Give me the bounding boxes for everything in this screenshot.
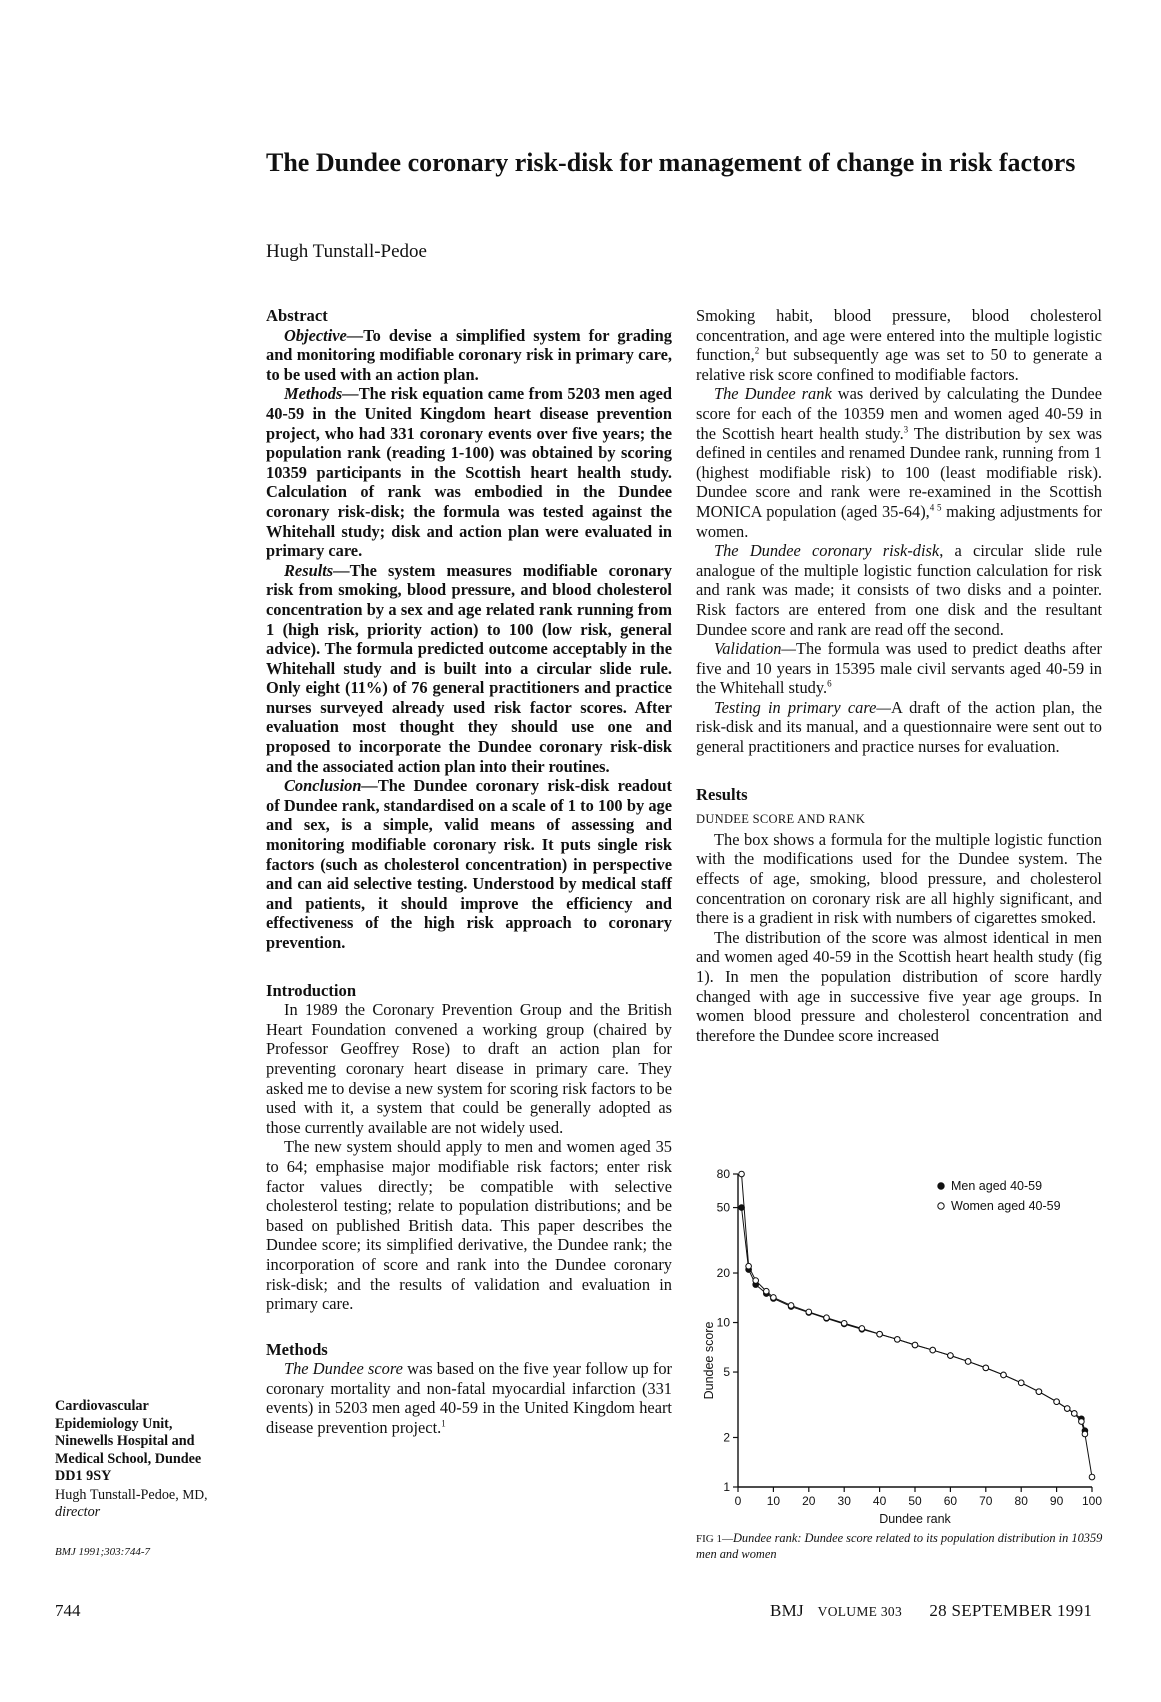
women-data-point	[948, 1353, 954, 1359]
sidebar-author-name: Hugh Tunstall-Pedoe,	[55, 1486, 179, 1503]
women-data-point	[859, 1326, 865, 1332]
women-data-point	[788, 1303, 794, 1309]
methods-paragraph-4	[696, 541, 1102, 639]
women-data-point	[877, 1331, 883, 1337]
women-data-point	[930, 1347, 936, 1353]
journal-footer	[770, 1601, 1092, 1621]
dundee-chart	[696, 1160, 1116, 1532]
y-tick-label: 2	[723, 1430, 730, 1445]
series-line-women	[742, 1174, 1092, 1477]
introduction-paragraph-1: In 1989 the Coronary Prevention Group and the British Heart Foundation convened a working group (chaired by Professor Geoffrey Rose) to draft an action plan for preventing coronary heart disease in primary care. They asked me to devise a new system for scoring risk factors to be used with it, a system that could be generally adopted as those currently available are not widely used.	[266, 1000, 673, 1137]
affiliation-line-1: Cardiovascular	[55, 1398, 149, 1414]
testing-term: Testing in primary care—	[714, 697, 891, 717]
abstract-results	[266, 561, 672, 777]
x-tick-label: 20	[802, 1494, 816, 1508]
women-data-point	[764, 1288, 770, 1294]
author-name: Hugh Tunstall-Pedoe	[266, 241, 427, 262]
issue-date: 28 SEPTEMBER 1991	[929, 1601, 1093, 1620]
objective-label: Objective—	[284, 325, 364, 345]
page-number: 744	[55, 1601, 81, 1620]
affiliation-line-5: DD1 9SY	[55, 1468, 112, 1484]
methods-paragraph-1	[266, 1359, 672, 1437]
methods-p5: The formula was used to predict deaths after five and 10 years in 15395 male civil servants aged 40-59 in the Whitehall study.	[696, 639, 1102, 698]
methods-label: Methods—	[284, 384, 359, 404]
women-data-point	[1082, 1431, 1088, 1437]
abstract-heading: Abstract	[266, 306, 328, 325]
x-axis-label: Dundee rank	[879, 1512, 951, 1526]
article-title: The Dundee coronary risk-disk for management of change in risk factors	[266, 148, 1076, 177]
author-role: director	[55, 1504, 101, 1520]
women-data-point	[746, 1263, 752, 1269]
x-tick-label: 90	[1049, 1494, 1064, 1508]
abstract-conclusion	[266, 776, 672, 952]
men-data-point	[739, 1205, 745, 1211]
results-paragraph-2: The distribution of the score was almost identical in men and women aged 40-59 in the Scottish heart health study (fig 1). In men the population distribution of score hardly changed with age in successive five year age groups. In women blood pressure and cholesterol concentration and therefore the Dundee score increased	[696, 927, 1102, 1045]
validation-term: Validation—	[714, 639, 796, 659]
x-tick-label: 10	[766, 1494, 781, 1508]
results-subheading: DUNDEE SCORE AND RANK	[696, 812, 866, 827]
affiliation-line-4: Medical School, Dundee	[55, 1450, 202, 1467]
x-tick-label: 100	[1081, 1494, 1103, 1508]
conclusion-label: Conclusion—	[284, 776, 378, 796]
methods-paragraph-5	[696, 639, 1102, 698]
methods-paragraph-2	[696, 306, 1102, 384]
figure-label: FIG 1—	[696, 1533, 733, 1545]
y-tick-label: 50	[716, 1200, 730, 1215]
x-tick-label: 60	[943, 1494, 958, 1508]
conclusion-text: The Dundee coronary risk-disk readout of Dundee rank, standardised on a scale of 1 to 100 by age and sex, is a simple, valid means of assessing and monitoring modifiable coronary risk. It puts single risk factors (such as cholesterol concentration) in perspective and can aid selective testing. Understood by medical staff and patients, it should improve the efficiency and effectiveness of the high risk approach to coronary prevention.	[266, 776, 672, 952]
y-axis-label: Dundee score	[702, 1321, 716, 1400]
figure-1	[696, 1160, 1116, 1532]
women-data-point	[983, 1365, 989, 1371]
ref-6: 6	[827, 678, 832, 689]
introduction-heading: Introduction	[266, 980, 357, 1000]
methods-p1-text: was based on the five year follow up for coronary mortality and non-fatal myocardial infarction (331 events) in 5203 men aged 40-59 in the United Kingdom heart disease prevention project.	[266, 1359, 672, 1438]
results-heading: Results	[696, 784, 748, 804]
figure-caption-text: Dundee rank: Dundee score related to its population distribution in 10359 men and women	[696, 1531, 1103, 1561]
x-tick-label: 80	[1014, 1494, 1028, 1508]
y-tick-label: 10	[716, 1315, 730, 1330]
legend-label-men: Men aged 40-59	[951, 1179, 1043, 1193]
legend-marker-men	[938, 1183, 944, 1189]
y-tick-label: 5	[723, 1365, 730, 1380]
women-data-point	[1072, 1411, 1078, 1417]
women-data-point	[1089, 1474, 1095, 1480]
y-tick-label: 1	[723, 1480, 730, 1494]
affiliation-sidebar	[55, 1398, 255, 1561]
dundee-score-term: The Dundee score	[284, 1359, 403, 1379]
legend-marker-women	[938, 1203, 944, 1209]
risk-disk-term: The Dundee coronary risk-disk	[714, 541, 940, 561]
women-data-point	[739, 1171, 745, 1177]
journal-name: BMJ	[770, 1601, 804, 1620]
women-data-point	[1036, 1389, 1042, 1395]
methods-p3a: was derived by calculating the Dundee score for each of the 10359 men and women aged 40-59 in the Scottish heart health study.	[696, 384, 1102, 443]
results-label: Results—	[284, 560, 350, 580]
methods-paragraph-3	[696, 384, 1102, 541]
methods-p3b: The distribution by sex was defined in centiles and renamed Dundee rank, running from 1 (highest modifiable risk) to 100 (least modifiable risk). Dundee score and rank were re-examined in the Scottish MONICA population (aged 35-64),	[696, 423, 1102, 521]
abstract-objective	[266, 326, 672, 385]
women-data-point	[1054, 1399, 1060, 1405]
x-tick-label: 50	[908, 1494, 922, 1508]
women-data-point	[965, 1359, 971, 1365]
dundee-rank-term: The Dundee rank	[714, 384, 832, 404]
y-tick-label: 20	[716, 1266, 730, 1281]
series-line-men	[742, 1208, 1085, 1431]
introduction-paragraph-2: The new system should apply to men and women aged 35 to 64; emphasise major modifiable risk factors; enter risk factor values directly; be compatible with selective cholesterol testing; relate to population distributions; and be based on published British data. This paper describes the Dundee score; its simplified derivative, the Dundee rank; the incorporation of score and rank into the Dundee coronary risk-disk; and the results of validation and evaluation in primary care.	[266, 1137, 672, 1314]
women-data-point	[912, 1342, 918, 1348]
results-paragraph-1: The box shows a formula for the multiple logistic function with the modifications used for the Dundee system. The effects of age, smoking, blood pressure, and cholesterol concentration on coronary risk are all highly significant, and there is a gradient in risk with numbers of cigarettes smoked.	[696, 829, 1102, 928]
affiliation-line-2: Epidemiology Unit,	[55, 1415, 173, 1432]
women-data-point	[824, 1315, 830, 1321]
methods-text: The risk equation came from 5203 men aged 40-59 in the United Kingdom heart disease prevention project, who had 331 coronary events over five years; the population rank (reading 1-100) was obtained by scoring 10359 participants in the Scottish heart health study. Calculation of rank was embodied in the Dundee coronary risk-disk; the formula was tested against the Whitehall study; disk and action plan were evaluated in primary care.	[266, 384, 672, 561]
author-affiliation	[55, 1486, 255, 1505]
x-tick-label: 40	[872, 1494, 887, 1508]
x-tick-label: 0	[734, 1494, 742, 1508]
figure-caption	[696, 1531, 1116, 1562]
women-data-point	[1018, 1380, 1024, 1386]
affiliation-line-3: Ninewells Hospital and	[55, 1433, 195, 1449]
women-data-point	[1001, 1372, 1007, 1378]
ref-1: 1	[441, 1418, 446, 1429]
methods-p2a: Smoking habit, blood pressure, blood cholesterol concentration, and age were entered into the multiple logistic function,	[696, 306, 1102, 365]
ref-4-5: 4 5	[929, 502, 942, 513]
left-column	[266, 306, 672, 1438]
ref-3: 3	[903, 424, 909, 435]
x-tick-label: 30	[837, 1494, 851, 1508]
y-tick-label: 80	[716, 1167, 730, 1181]
methods-p3c: making adjustments for women.	[696, 501, 1103, 541]
women-data-point	[841, 1320, 847, 1326]
methods-heading: Methods	[266, 1339, 328, 1359]
legend-label-women: Women aged 40-59	[951, 1199, 1061, 1213]
right-column	[696, 306, 1102, 1045]
methods-p4: , a circular slide rule analogue of the multiple logistic function calculation for risk and rank was made; it consists of two disks and a pointer. Risk factors are entered from one disk and the resultant Dundee score and rank are read off the second.	[696, 541, 1103, 639]
author-degree: MD,	[182, 1486, 208, 1502]
women-data-point	[806, 1309, 812, 1315]
x-tick-label: 70	[979, 1494, 993, 1508]
methods-p2b: but subsequently age was set to 50 to generate a relative risk score confined to modifiable factors.	[696, 345, 1102, 384]
journal-citation: BMJ 1991;303:744-7	[55, 1545, 151, 1558]
women-data-point	[895, 1337, 901, 1343]
women-data-point	[753, 1278, 759, 1284]
abstract-methods	[266, 384, 672, 560]
journal-volume: VOLUME 303	[817, 1604, 903, 1619]
methods-paragraph-6	[696, 698, 1102, 757]
women-data-point	[771, 1295, 777, 1301]
methods-p6: A draft of the action plan, the risk-disk and its manual, and a questionnaire were sent out to general practitioners and practice nurses for evaluation.	[696, 697, 1102, 757]
women-data-point	[1064, 1406, 1070, 1412]
women-data-point	[1079, 1419, 1085, 1425]
ref-2: 2	[754, 345, 760, 356]
objective-text: To devise a simplified system for grading and monitoring modifiable coronary risk in primary care, to be used with an action plan.	[266, 325, 672, 384]
results-text: The system measures modifiable coronary risk from smoking, blood pressure, and blood cholesterol concentration by a sex and age related rank running from 1 (high risk, priority action) to 100 (low risk, general advice). The formula predicted outcome acceptably in the Whitehall study and is built into a circular slide rule. Only eight (11%) of 76 general practitioners and practice nurses surveyed already used risk factor scores. After evaluation most thought they should use one and proposed to incorporate the Dundee coronary risk-disk and the associated action plan into their routines.	[266, 560, 672, 776]
